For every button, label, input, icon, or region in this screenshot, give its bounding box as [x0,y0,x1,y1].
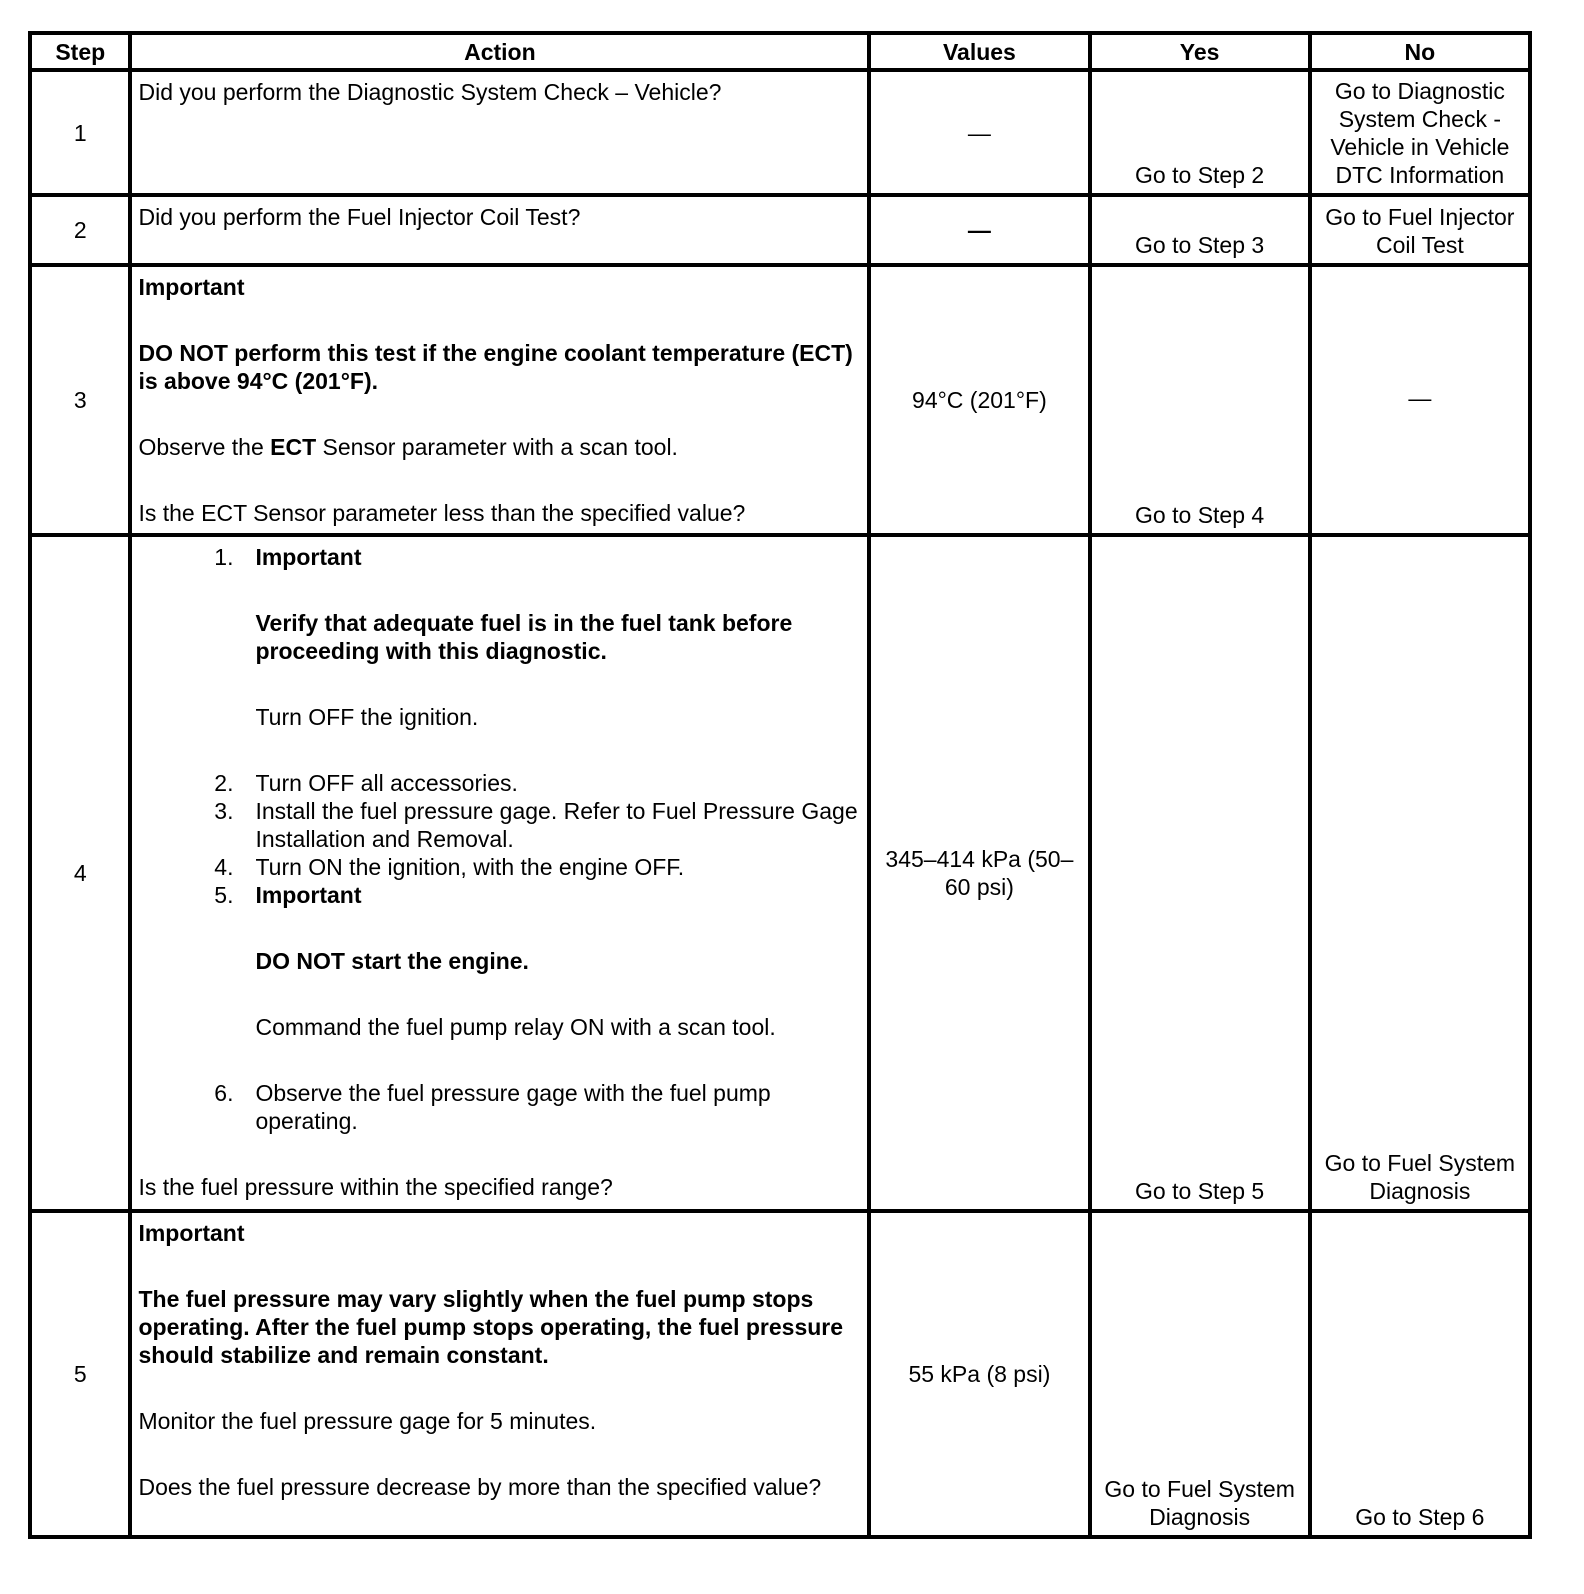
table-row [30,195,1530,265]
no-link[interactable]: Go to Fuel System Diagnosis [1324,1150,1516,1204]
action-text [138,433,861,461]
values-cell [869,535,1089,1211]
item-text: Observe the fuel pressure gage with the fuel pump operating. [255,1080,771,1134]
table-row [30,535,1530,1211]
procedure-list [138,543,861,1135]
yes-cell [1090,265,1310,535]
values-text: 94°C (201°F) [912,387,1047,413]
no-text: — [1408,385,1432,411]
warning-text: DO NOT perform this test if the engine coolant temperature (ECT) is above 94°C (201°F). [138,340,853,394]
no-cell [1310,535,1530,1211]
step-number: 5 [30,1211,130,1537]
question-text: Is the ECT Sensor parameter less than the specified value? [138,500,746,526]
question-text: Does the fuel pressure decrease by more than the specified value? [138,1474,822,1500]
item-text: Command the fuel pump relay ON with a scan tool. [255,1014,776,1040]
yes-link[interactable]: Go to Step 3 [1135,232,1265,258]
no-cell [1310,70,1530,195]
warning-text: Verify that adequate fuel is in the fuel tank before proceeding with this diagnostic. [255,610,793,664]
diagnostic-table [28,31,1532,1539]
action-text: Did you perform the Diagnostic System Check – Vehicle? [138,79,722,105]
no-link[interactable]: Go to Diagnostic System Check - Vehicle in Vehicle DTC Information [1330,78,1510,188]
important-label: Important [138,274,245,300]
step-number: 4 [30,535,130,1211]
item-number: 3. [214,798,234,824]
list-item [138,1079,861,1135]
no-cell [1310,1211,1530,1537]
action-text-bold: ECT [270,434,317,460]
no-link[interactable]: Go to Step 6 [1355,1504,1485,1530]
yes-link[interactable]: Go to Step 5 [1135,1178,1265,1204]
action-cell [130,1211,869,1537]
list-item [138,543,861,769]
header-yes: Yes [1090,33,1310,70]
item-text: Install the fuel pressure gage. Refer to Fuel Pressure Gage Installation and Removal. [255,798,858,852]
header-step: Step [30,33,130,70]
action-cell [130,70,869,195]
yes-link[interactable]: Go to Step 2 [1135,162,1265,188]
values-text: — [967,217,991,243]
action-cell [130,195,869,265]
step-number: 1 [30,70,130,195]
item-number: 1. [214,544,234,570]
values-text: 345–414 kPa (50–60 psi) [885,846,1074,900]
yes-cell [1090,70,1310,195]
action-text: Monitor the fuel pressure gage for 5 minutes. [138,1408,597,1434]
yes-link[interactable]: Go to Step 4 [1135,502,1265,528]
no-cell [1310,195,1530,265]
action-cell [130,265,869,535]
values-text: — [967,119,991,146]
table-row [30,265,1530,535]
list-item [138,769,861,797]
important-label: Important [138,1220,245,1246]
warning-text: The fuel pressure may vary slightly when the fuel pump stops operating. After the fuel pump stops operating, the fuel pressure should stabilize and remain constant. [138,1286,844,1368]
action-text: Did you perform the Fuel Injector Coil Test? [138,204,581,230]
list-item [138,797,861,853]
important-label: Important [255,544,362,570]
item-number: 4. [214,854,234,880]
values-cell [869,265,1089,535]
header-values: Values [869,33,1089,70]
list-item [138,853,861,881]
no-link[interactable]: Go to Fuel Injector Coil Test [1325,204,1515,258]
item-text: Turn OFF the ignition. [255,704,479,730]
warning-text: DO NOT start the engine. [255,948,529,974]
action-text-part: Sensor parameter with a scan tool. [322,434,678,460]
no-cell [1310,265,1530,535]
header-row [30,33,1530,70]
item-text: Turn OFF all accessories. [255,770,518,796]
values-cell [869,1211,1089,1537]
item-number: 2. [214,770,234,796]
action-cell [130,535,869,1211]
values-text: 55 kPa (8 psi) [908,1361,1051,1387]
step-number: 3 [30,265,130,535]
yes-link[interactable]: Go to Fuel System Diagnosis [1104,1476,1295,1530]
table-row [30,1211,1530,1537]
important-label: Important [255,882,362,908]
question-text: Is the fuel pressure within the specified range? [138,1174,613,1200]
list-item [138,881,861,1079]
yes-cell [1090,195,1310,265]
header-no: No [1310,33,1530,70]
action-text-part: Observe the [138,434,264,460]
table-row [30,70,1530,195]
yes-cell [1090,535,1310,1211]
item-number: 6. [214,1080,234,1106]
header-action: Action [130,33,869,70]
yes-cell [1090,1211,1310,1537]
item-number: 5. [214,882,234,908]
values-cell [869,195,1089,265]
values-cell [869,70,1089,195]
step-number: 2 [30,195,130,265]
item-text: Turn ON the ignition, with the engine OFF. [255,854,685,880]
